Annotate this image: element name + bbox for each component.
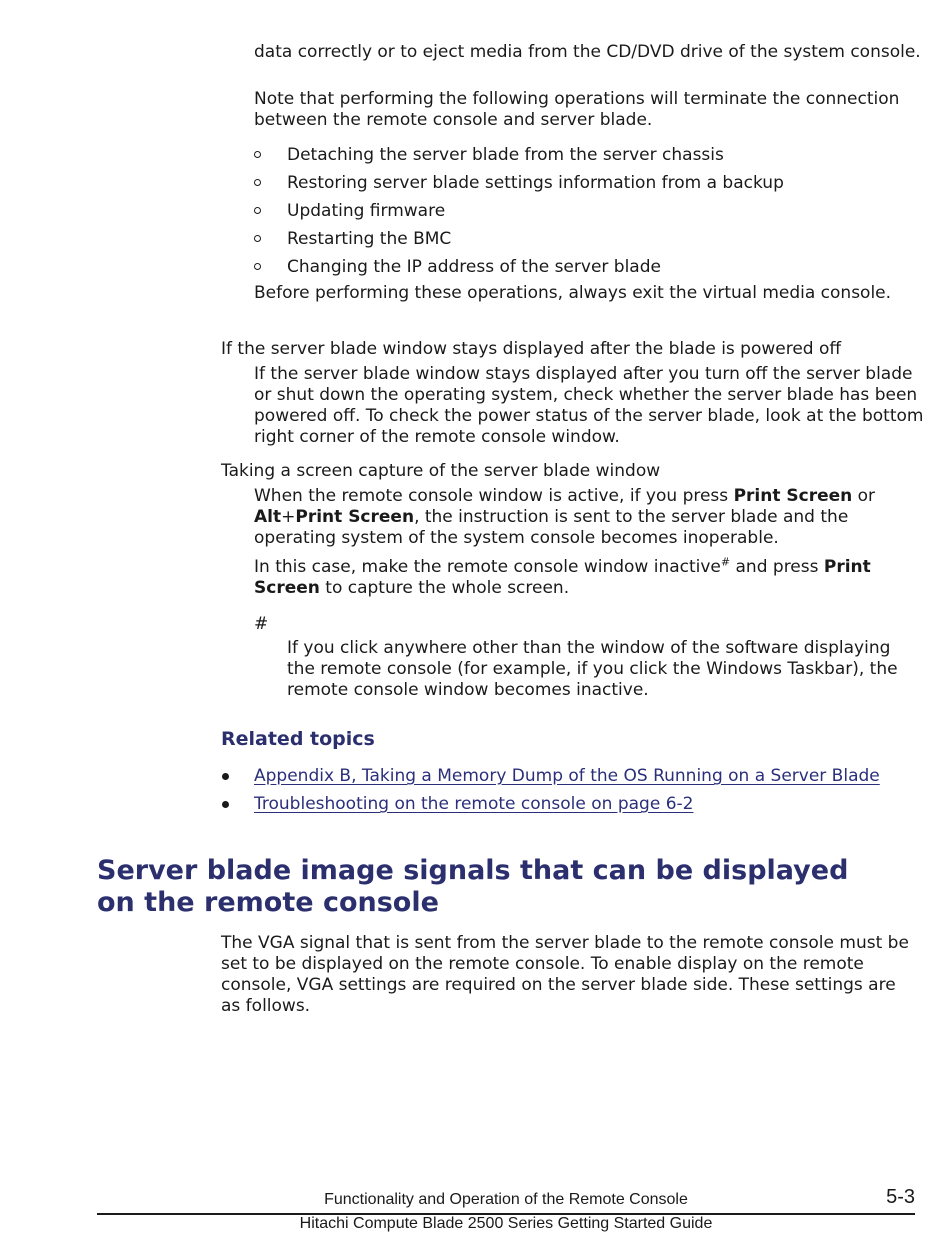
list-item: Restoring server blade settings information from a backup (287, 173, 784, 193)
footnote-mark: # (254, 614, 269, 634)
section-title: Server blade image signals that can be displayed on the remote console (97, 855, 849, 918)
section-body: The VGA signal that is sent from the server blade to the remote console must be set to be displayed on the remote console. To enable display on the remote console, VGA settings are required on the server blade side. These settings are as follows. (221, 933, 909, 1016)
ring-bullet-icon (254, 151, 261, 158)
related-topics-heading: Related topics (221, 728, 375, 750)
list-item: Changing the IP address of the server blade (287, 257, 661, 277)
definition-window-stays-displayed: If the server blade window stays displayed after you turn off the server blade or shut down the operating system, check whether the server blade has been powered off. To check the power status of the server blade, look at the bottom right corner of the remote console window. (254, 364, 924, 447)
term-screen-capture: Taking a screen capture of the server blade window (221, 461, 661, 481)
ring-bullet-icon (254, 207, 261, 214)
footnote-text: If you click anywhere other than the window of the software displaying the remote console (for example, if you click the Windows Taskbar), the remote console window becomes inactive. (287, 638, 898, 700)
paragraph-exit-console: Before performing these operations, always exit the virtual media console. (254, 283, 892, 303)
ring-bullet-icon (254, 179, 261, 186)
paragraph-note: Note that performing the following operations will terminate the connection between the remote console and server blade. (254, 89, 900, 130)
footer-chapter: Functionality and Operation of the Remote Console (324, 1191, 688, 1208)
paragraph-inactive-window: In this case, make the remote console window inactive# and press Print Screen to capture the whole screen. (254, 555, 871, 598)
footnote-reference: # (720, 555, 731, 569)
list-item: Detaching the server blade from the server chassis (287, 145, 724, 165)
list-item: Restarting the BMC (287, 229, 452, 249)
term-window-stays-displayed: If the server blade window stays displayed after the blade is powered off (221, 339, 842, 359)
link-appendix-b[interactable]: Appendix B, Taking a Memory Dump of the OS Running on a Server Blade (254, 766, 880, 786)
footer-guide-title: Hitachi Compute Blade 2500 Series Getting Started Guide (299, 1215, 713, 1232)
list-item: Updating firmware (287, 201, 446, 221)
bullet-icon (222, 773, 229, 780)
paragraph-eject-media: data correctly or to eject media from the CD/DVD drive of the system console. (254, 42, 921, 62)
bullet-icon (222, 801, 229, 808)
ring-bullet-icon (254, 235, 261, 242)
definition-screen-capture: When the remote console window is active, if you press Print Screen or Alt+Print Screen, the instruction is sent to the server blade and the operating system of the system console becomes inoperable. (254, 486, 876, 548)
ring-bullet-icon (254, 263, 261, 270)
link-troubleshooting[interactable]: Troubleshooting on the remote console on page 6-2 (254, 794, 694, 814)
page-number: 5-3 (886, 1186, 915, 1208)
